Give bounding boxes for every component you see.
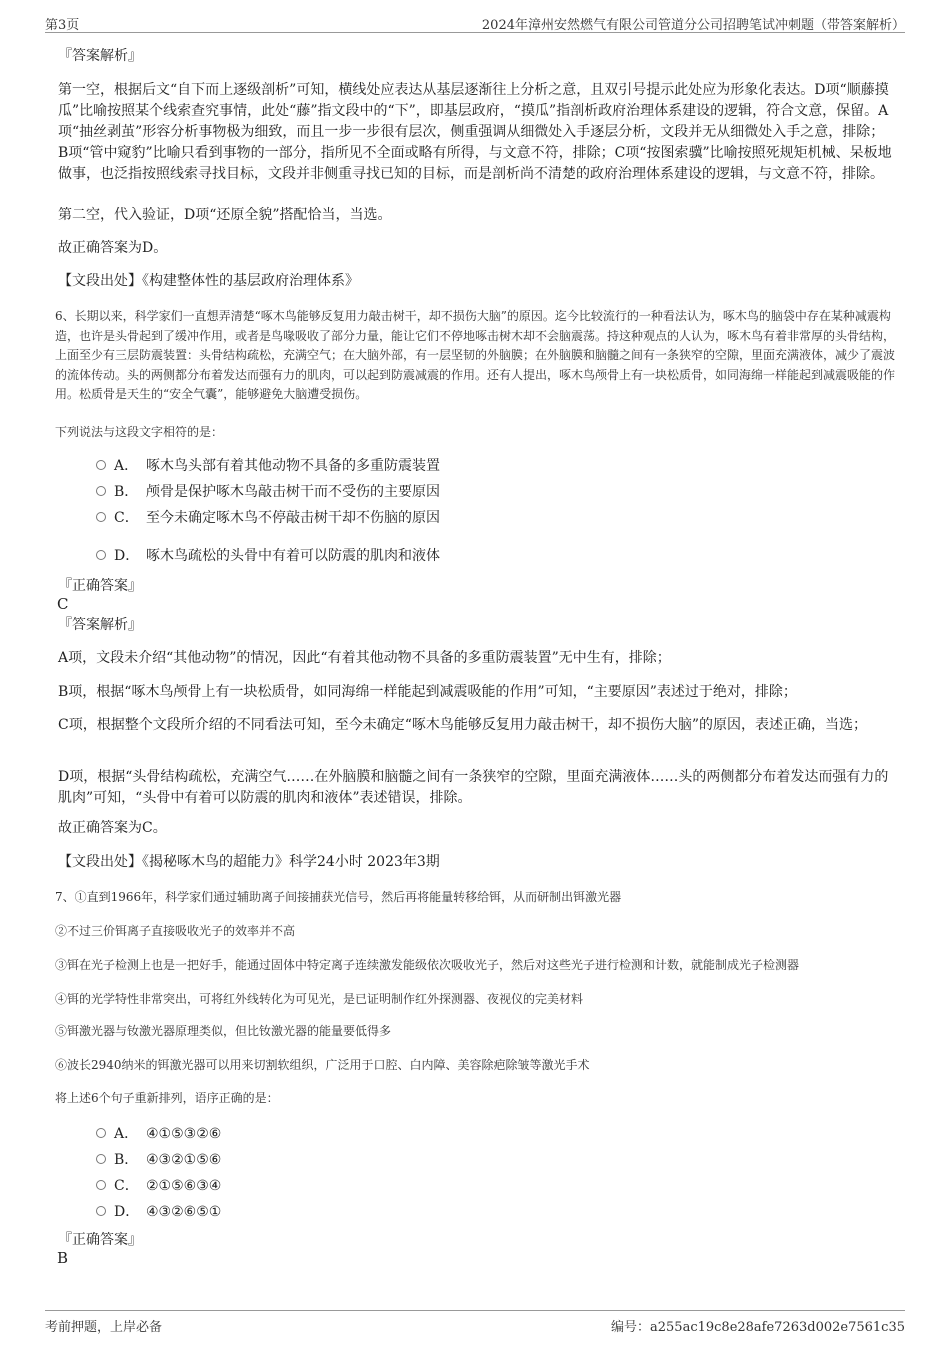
q6-option-a[interactable]: A． 啄木鸟头部有着其他动物不具备的多重防震装置 bbox=[96, 456, 440, 476]
q6-option-c[interactable]: C． 至今未确定啄木鸟不停敲击树干却不伤脑的原因 bbox=[96, 508, 440, 528]
q7-option-a[interactable]: A． ④①⑤③②⑥ bbox=[96, 1124, 221, 1144]
passage-source: 【文段出处】《揭秘啄木鸟的超能力》科学24小时 2023年3期 bbox=[58, 854, 440, 870]
analysis-option-c: C项，根据整个文段所介绍的不同看法可知，至今未确定“啄木鸟能够反复用力敲击树干，却不损伤大脑”的原因，表述正确，当选； bbox=[58, 717, 868, 733]
footer-slogan: 考前押题，上岸必备 bbox=[45, 1320, 163, 1335]
radio-icon[interactable] bbox=[96, 550, 106, 560]
q6-option-b[interactable]: B． 颅骨是保护啄木鸟敲击树干而不受伤的主要原因 bbox=[96, 482, 440, 502]
question-6-prompt: 下列说法与这段文字相符的是： bbox=[55, 425, 224, 439]
analysis-label: 『答案解析』 bbox=[58, 617, 142, 633]
question-7-sentence-2: ②不过三价铒离子直接吸收光子的效率并不高 bbox=[55, 924, 296, 938]
analysis-conclusion: 故正确答案为D。 bbox=[58, 240, 168, 256]
radio-icon[interactable] bbox=[96, 486, 106, 496]
q7-option-d[interactable]: D． ④③②⑥⑤① bbox=[96, 1202, 221, 1222]
correct-answer-label: 『正确答案』 bbox=[58, 578, 142, 594]
page-footer bbox=[45, 1310, 905, 1335]
question-7-prompt: 将上述6个句子重新排列，语序正确的是： bbox=[55, 1091, 279, 1105]
analysis-option-d: D项，根据“头骨结构疏松，充满空气……在外脑膜和脑髓之间有一条狭窄的空隙，里面充满液体……头的两侧都分布着发达而强有力的肌肉”可知，“头骨中有着可以防震的肌肉和液体”表述错误，排除。 bbox=[58, 769, 889, 806]
analysis-conclusion: 故正确答案为C。 bbox=[58, 820, 167, 836]
radio-icon[interactable] bbox=[96, 1154, 106, 1164]
passage-source: 【文段出处】《构建整体性的基层政府治理体系》 bbox=[58, 273, 359, 289]
question-7-sentence-5: ⑤铒激光器与钕激光器原理类似，但比钕激光器的能量要低得多 bbox=[55, 1024, 392, 1038]
question-7-sentence-4: ④铒的光学特性非常突出，可将红外线转化为可见光，是已证明制作红外探测器、夜视仪的完美材料 bbox=[55, 992, 584, 1006]
q6-option-d[interactable]: D． 啄木鸟疏松的头骨中有着可以防震的肌肉和液体 bbox=[96, 546, 440, 566]
question-7-sentence-6: ⑥波长2940纳米的铒激光器可以用来切割软组织，广泛用于口腔、白内障、美容除疤除皱等激光手术 bbox=[55, 1058, 590, 1072]
radio-icon[interactable] bbox=[96, 1180, 106, 1190]
analysis-option-b: B项，根据“啄木鸟颅骨上有一块松质骨，如同海绵一样能起到减震吸能的作用”可知，“主要原因”表述过于绝对，排除； bbox=[58, 684, 797, 700]
question-7-sentence-1: 7、①直到1966年，科学家们通过辅助离子间接捕获光信号，然后再将能量转移给铒，从而研制出铒激光器 bbox=[55, 890, 622, 904]
question-7-sentence-3: ③铒在光子检测上也是一把好手，能通过固体中特定离子连续激发能级依次吸收光子，然后对这些光子进行检测和计数，就能制成光子检测器 bbox=[55, 958, 800, 972]
radio-icon[interactable] bbox=[96, 460, 106, 470]
analysis-paragraph-1: 第一空，根据后文“自下而上逐级剖析”可知，横线处应表达从基层逐渐往上分析之意，且双引号提示此处应为形象化表达。D项“顺藤摸瓜”比喻按照某个线索查究事情，此处“藤”指文段中的“下”，即基层政府，“摸瓜”指剖析政府治理体系建设的逻辑，符合文意，保留。A项“抽丝剥茧”形容分析事物极为细致，而且一步一步很有层次，侧重强调从细微处入手逐层分析，文段并无从细微处入手之意，排除；B项“管中窥豹”比喻只看到事物的一部分，指所见不全面或略有所得，与文意不符，排除；C项“按图索骥”比喻按照死规矩机械、呆板地做事，也泛指按照线索寻找目标，文段并非侧重寻找已知的目标，而是剖析尚不清楚的政府治理体系建设的逻辑，与文意不符，排除。 bbox=[58, 82, 892, 182]
page-number: 第3页 bbox=[45, 18, 80, 33]
correct-answer: C bbox=[57, 595, 69, 613]
correct-answer-label: 『正确答案』 bbox=[58, 1232, 142, 1248]
question-6-stem: 6、长期以来，科学家们一直想弄清楚“啄木鸟能够反复用力敲击树干，却不损伤大脑”的原因。迄今比较流行的一种看法认为，啄木鸟的脑袋中存在某种减震构造，也许是头骨起到了缓冲作用，或者是鸟喙吸收了部分力量，能让它们不停地啄击树木却不会脑震荡。持这种观点的人认为，啄木鸟有着非常厚的头骨结构，上面至少有三层防震装置：头骨结构疏松，充满空气；在大脑外部，有一层坚韧的外脑膜；在外脑膜和脑髓之间有一条狭窄的空隙，里面充满液体，减少了震波的流体传动。头的两侧都分布着发达而强有力的肌肉，可以起到防震减震的作用。还有人提出，啄木鸟颅骨上有一块松质骨，如同海绵一样能起到减震吸能的作用。松质骨是天生的“安全气囊”，能够避免大脑遭受损伤。 bbox=[55, 309, 896, 401]
document-title: 2024年漳州安然燃气有限公司管道分公司招聘笔试冲刺题（带答案解析） bbox=[481, 18, 905, 33]
analysis-paragraph-2: 第二空，代入验证，D项“还原全貌”搭配恰当，当选。 bbox=[58, 207, 392, 223]
radio-icon[interactable] bbox=[96, 1128, 106, 1138]
page-header bbox=[45, 10, 905, 33]
analysis-option-a: A项，文段未介绍“其他动物”的情况，因此“有着其他动物不具备的多重防震装置”无中生有，排除； bbox=[58, 650, 671, 666]
q7-option-c[interactable]: C． ②①⑤⑥③④ bbox=[96, 1176, 221, 1196]
document-id: 编号：a255ac19c8e28afe7263d002e7561c35 bbox=[611, 1320, 905, 1335]
correct-answer: B bbox=[57, 1249, 69, 1267]
q7-option-b[interactable]: B． ④③②①⑤⑥ bbox=[96, 1150, 221, 1170]
radio-icon[interactable] bbox=[96, 512, 106, 522]
analysis-label: 『答案解析』 bbox=[58, 48, 142, 64]
radio-icon[interactable] bbox=[96, 1206, 106, 1216]
